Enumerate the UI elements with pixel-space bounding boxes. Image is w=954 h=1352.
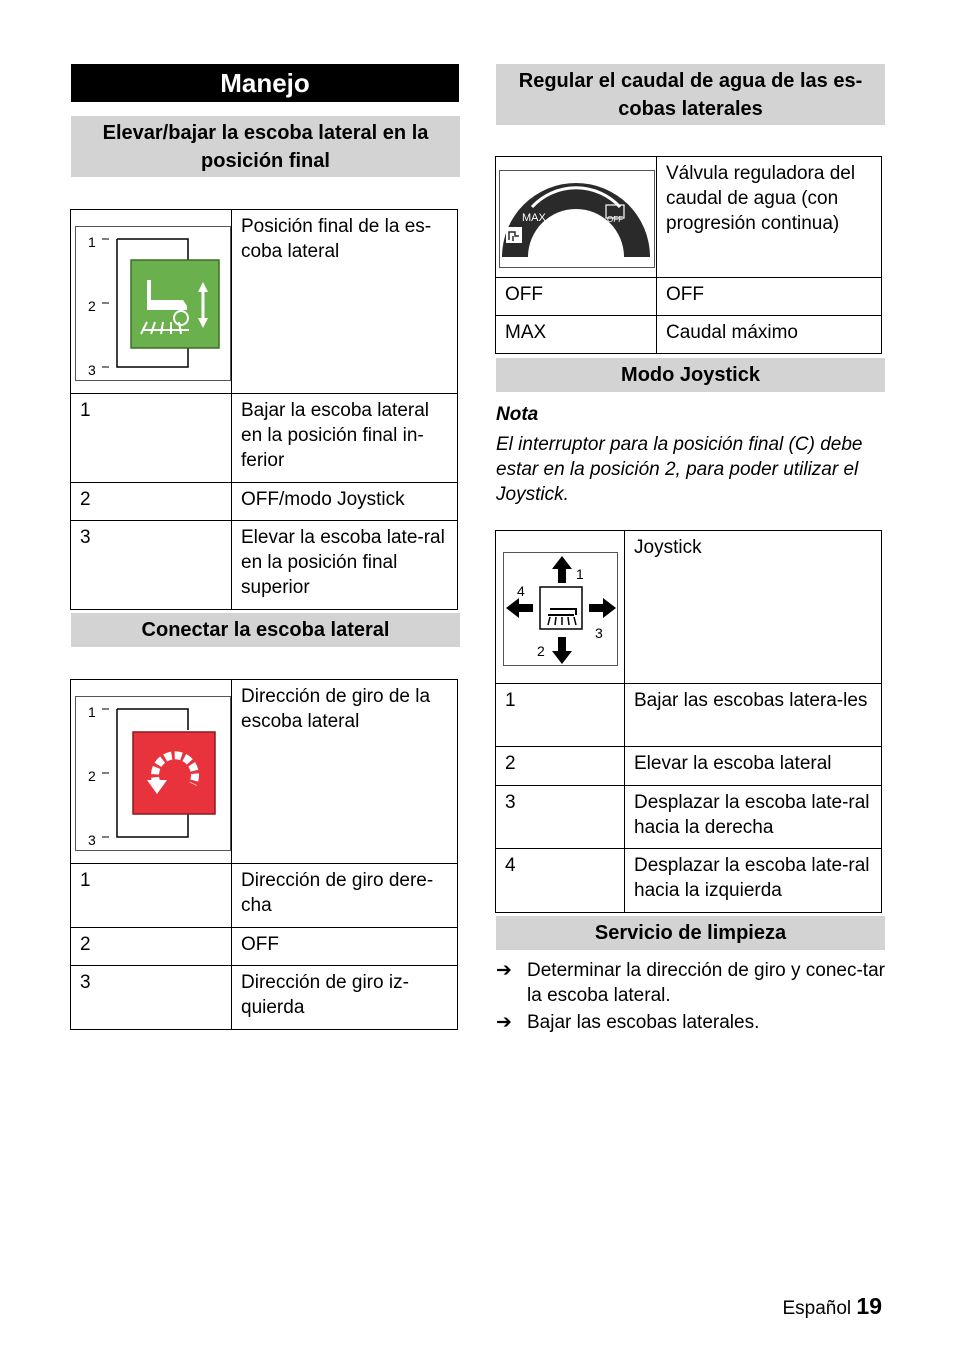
joystick-arrows-icon <box>496 531 624 683</box>
row-value: Desplazar la escoba late-ral hacia la derecha <box>625 786 882 849</box>
step-text: Determinar la dirección de giro y conec-tar la escoba lateral. <box>527 960 885 1006</box>
row-key: MAX <box>496 316 657 354</box>
position-label-2: 2 <box>88 298 96 314</box>
position-label-2: 2 <box>88 768 96 784</box>
row-value: Elevar la escoba late-ral en la posición final superior <box>232 521 458 610</box>
water-valve-gauge-icon <box>496 157 656 277</box>
arrow-icon: ➔ <box>496 960 512 981</box>
section-heading-connect-broom: Conectar la escoba lateral <box>71 613 460 647</box>
row-key: 4 <box>496 849 625 913</box>
page-number: 19 <box>856 1293 882 1319</box>
row-value: Elevar la escoba lateral <box>625 747 882 786</box>
joystick-label-3: 3 <box>595 625 603 641</box>
position-label-3: 3 <box>88 362 96 378</box>
row-value: OFF <box>657 278 882 316</box>
section-heading-water-flow: Regular el caudal de agua de las es-cobas laterales <box>496 64 885 125</box>
row-value: Caudal máximo <box>657 316 882 354</box>
rotation-switch-figure <box>71 680 232 864</box>
joystick-label-2: 2 <box>537 643 545 659</box>
row-key: 3 <box>71 966 232 1030</box>
row-key: 2 <box>71 483 232 521</box>
row-key: 2 <box>496 747 625 786</box>
note-text: El interruptor para la posición final (C) debe estar en la posición 2, para poder utilizar el Joystick. <box>496 434 863 505</box>
gauge-max-label: MAX <box>522 212 546 224</box>
end-position-table <box>70 209 458 610</box>
water-flow-table <box>495 156 882 354</box>
row-value: Desplazar la escoba late-ral hacia la izquierda <box>625 849 882 913</box>
page-footer <box>782 1293 882 1320</box>
row-key: 1 <box>71 864 232 928</box>
row-value: Dirección de giro iz-quierda <box>232 966 458 1030</box>
water-valve-figure <box>496 157 657 278</box>
footer-language: Español <box>782 1298 852 1319</box>
section-heading-cleaning: Servicio de limpieza <box>496 916 885 950</box>
end-position-description: Posición final de la es-coba lateral <box>232 210 458 394</box>
end-position-switch-icon <box>71 210 231 393</box>
row-key: 1 <box>496 684 625 747</box>
row-key: 3 <box>71 521 232 610</box>
row-key: 1 <box>71 394 232 483</box>
joystick-figure <box>496 531 625 684</box>
page-title: Manejo <box>71 64 459 102</box>
row-value: Bajar las escobas latera-les <box>625 684 882 747</box>
section-heading-end-position: Elevar/bajar la escoba lateral en la posición final <box>71 116 460 177</box>
rotation-switch-icon <box>71 680 231 863</box>
note-title: Nota <box>496 404 539 425</box>
water-valve-description: Válvula reguladora del caudal de agua (con progresión continua) <box>657 157 882 278</box>
rotation-description: Dirección de giro de la escoba lateral <box>232 680 458 864</box>
joystick-description: Joystick <box>625 531 882 684</box>
row-value: OFF/modo Joystick <box>232 483 458 521</box>
row-key: 2 <box>71 928 232 966</box>
position-label-3: 3 <box>88 832 96 848</box>
list-item <box>496 958 885 1008</box>
row-key: 3 <box>496 786 625 849</box>
step-text: Bajar las escobas laterales. <box>527 1012 760 1033</box>
joystick-label-4: 4 <box>517 583 525 599</box>
list-item <box>496 1010 885 1035</box>
cleaning-steps <box>496 958 885 1035</box>
rotation-table <box>70 679 458 1030</box>
row-value: Dirección de giro dere-cha <box>232 864 458 928</box>
row-key: OFF <box>496 278 657 316</box>
row-value: OFF <box>232 928 458 966</box>
joystick-label-1: 1 <box>576 566 584 582</box>
joystick-table <box>495 530 882 913</box>
gauge-off-label: OFF <box>607 215 623 224</box>
row-value: Bajar la escoba lateral en la posición final in-ferior <box>232 394 458 483</box>
position-label-1: 1 <box>88 704 96 720</box>
arrow-icon: ➔ <box>496 1012 512 1033</box>
end-position-switch-figure <box>71 210 232 394</box>
section-heading-joystick: Modo Joystick <box>496 358 885 392</box>
position-label-1: 1 <box>88 234 96 250</box>
